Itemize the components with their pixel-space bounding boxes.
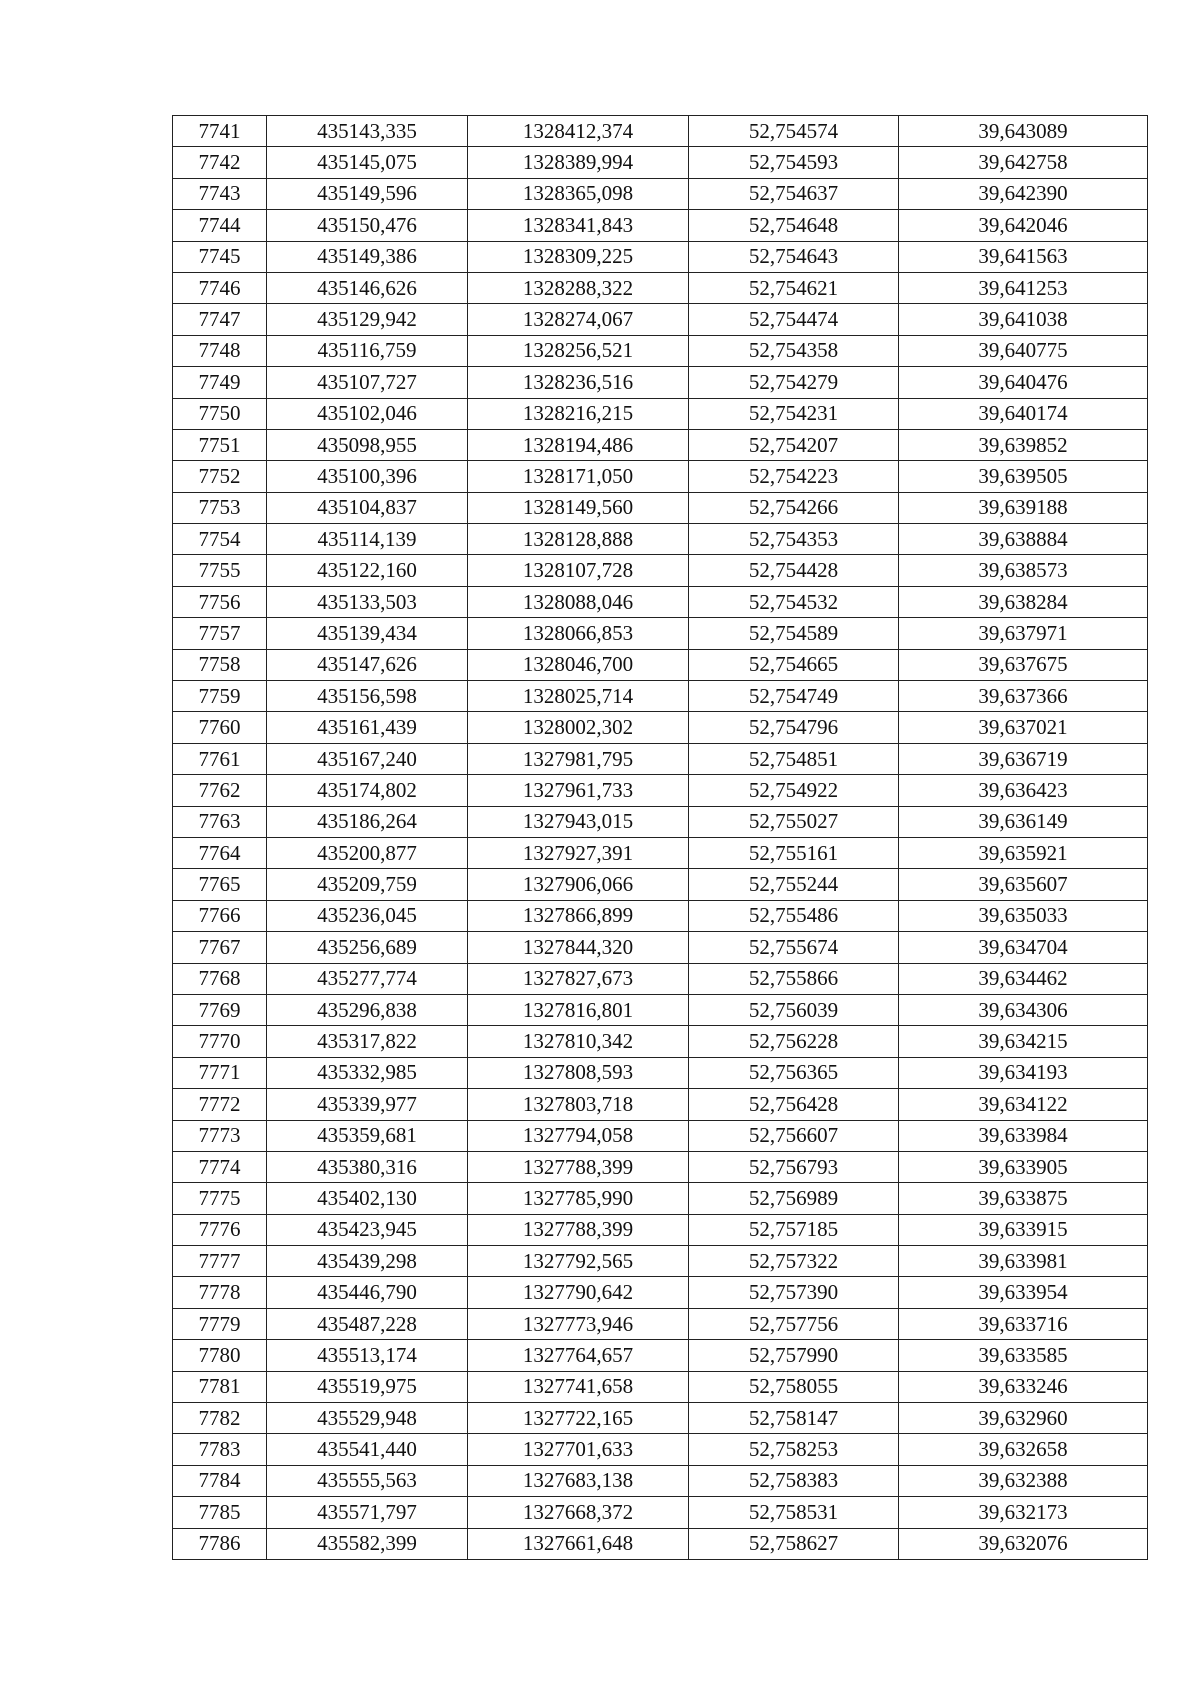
x-coordinate-cell: 435571,797 (267, 1497, 468, 1528)
table-row (173, 1026, 1148, 1057)
coordinates-table-body (173, 116, 1148, 1560)
longitude-cell: 39,643089 (899, 116, 1148, 147)
x-coordinate-cell: 435107,727 (267, 367, 468, 398)
table-row (173, 1465, 1148, 1496)
x-coordinate-cell: 435582,399 (267, 1528, 468, 1559)
y-coordinate-cell: 1328288,322 (468, 272, 689, 303)
x-coordinate-cell: 435339,977 (267, 1089, 468, 1120)
latitude-cell: 52,755866 (689, 963, 899, 994)
latitude-cell: 52,757322 (689, 1246, 899, 1277)
longitude-cell: 39,634306 (899, 994, 1148, 1025)
y-coordinate-cell: 1327785,990 (468, 1183, 689, 1214)
latitude-cell: 52,754643 (689, 241, 899, 272)
longitude-cell: 39,637366 (899, 681, 1148, 712)
table-row (173, 586, 1148, 617)
latitude-cell: 52,754266 (689, 492, 899, 523)
longitude-cell: 39,635921 (899, 837, 1148, 868)
latitude-cell: 52,757390 (689, 1277, 899, 1308)
longitude-cell: 39,632658 (899, 1434, 1148, 1465)
x-coordinate-cell: 435256,689 (267, 932, 468, 963)
x-coordinate-cell: 435146,626 (267, 272, 468, 303)
latitude-cell: 52,754207 (689, 429, 899, 460)
x-coordinate-cell: 435236,045 (267, 900, 468, 931)
point-number-cell: 7767 (173, 932, 267, 963)
y-coordinate-cell: 1327961,733 (468, 775, 689, 806)
y-coordinate-cell: 1327906,066 (468, 869, 689, 900)
table-row (173, 429, 1148, 460)
x-coordinate-cell: 435541,440 (267, 1434, 468, 1465)
latitude-cell: 52,756607 (689, 1120, 899, 1151)
y-coordinate-cell: 1327683,138 (468, 1465, 689, 1496)
y-coordinate-cell: 1327866,899 (468, 900, 689, 931)
point-number-cell: 7782 (173, 1403, 267, 1434)
table-row (173, 1340, 1148, 1371)
longitude-cell: 39,636719 (899, 743, 1148, 774)
latitude-cell: 52,758055 (689, 1371, 899, 1402)
table-row (173, 712, 1148, 743)
x-coordinate-cell: 435150,476 (267, 210, 468, 241)
x-coordinate-cell: 435139,434 (267, 618, 468, 649)
point-number-cell: 7760 (173, 712, 267, 743)
x-coordinate-cell: 435156,598 (267, 681, 468, 712)
y-coordinate-cell: 1327668,372 (468, 1497, 689, 1528)
table-row (173, 1371, 1148, 1402)
table-row (173, 147, 1148, 178)
y-coordinate-cell: 1327764,657 (468, 1340, 689, 1371)
latitude-cell: 52,754223 (689, 461, 899, 492)
latitude-cell: 52,756228 (689, 1026, 899, 1057)
y-coordinate-cell: 1328171,050 (468, 461, 689, 492)
x-coordinate-cell: 435114,139 (267, 524, 468, 555)
y-coordinate-cell: 1328088,046 (468, 586, 689, 617)
point-number-cell: 7749 (173, 367, 267, 398)
y-coordinate-cell: 1328256,521 (468, 335, 689, 366)
longitude-cell: 39,641253 (899, 272, 1148, 303)
x-coordinate-cell: 435209,759 (267, 869, 468, 900)
point-number-cell: 7750 (173, 398, 267, 429)
y-coordinate-cell: 1327788,399 (468, 1214, 689, 1245)
longitude-cell: 39,633981 (899, 1246, 1148, 1277)
longitude-cell: 39,637675 (899, 649, 1148, 680)
table-row (173, 618, 1148, 649)
x-coordinate-cell: 435200,877 (267, 837, 468, 868)
point-number-cell: 7786 (173, 1528, 267, 1559)
y-coordinate-cell: 1327790,642 (468, 1277, 689, 1308)
table-row (173, 1214, 1148, 1245)
x-coordinate-cell: 435380,316 (267, 1151, 468, 1182)
x-coordinate-cell: 435402,130 (267, 1183, 468, 1214)
table-row (173, 1497, 1148, 1528)
point-number-cell: 7756 (173, 586, 267, 617)
longitude-cell: 39,634462 (899, 963, 1148, 994)
x-coordinate-cell: 435133,503 (267, 586, 468, 617)
table-row (173, 398, 1148, 429)
x-coordinate-cell: 435129,942 (267, 304, 468, 335)
table-row (173, 1277, 1148, 1308)
latitude-cell: 52,758627 (689, 1528, 899, 1559)
x-coordinate-cell: 435296,838 (267, 994, 468, 1025)
y-coordinate-cell: 1327661,648 (468, 1528, 689, 1559)
table-row (173, 994, 1148, 1025)
point-number-cell: 7770 (173, 1026, 267, 1057)
x-coordinate-cell: 435143,335 (267, 116, 468, 147)
x-coordinate-cell: 435487,228 (267, 1308, 468, 1339)
y-coordinate-cell: 1328149,560 (468, 492, 689, 523)
latitude-cell: 52,754621 (689, 272, 899, 303)
longitude-cell: 39,633954 (899, 1277, 1148, 1308)
x-coordinate-cell: 435116,759 (267, 335, 468, 366)
latitude-cell: 52,754574 (689, 116, 899, 147)
x-coordinate-cell: 435332,985 (267, 1057, 468, 1088)
latitude-cell: 52,754665 (689, 649, 899, 680)
longitude-cell: 39,633905 (899, 1151, 1148, 1182)
longitude-cell: 39,640174 (899, 398, 1148, 429)
x-coordinate-cell: 435513,174 (267, 1340, 468, 1371)
longitude-cell: 39,633716 (899, 1308, 1148, 1339)
latitude-cell: 52,756365 (689, 1057, 899, 1088)
y-coordinate-cell: 1327943,015 (468, 806, 689, 837)
table-row (173, 461, 1148, 492)
point-number-cell: 7741 (173, 116, 267, 147)
latitude-cell: 52,757990 (689, 1340, 899, 1371)
longitude-cell: 39,633915 (899, 1214, 1148, 1245)
y-coordinate-cell: 1327741,658 (468, 1371, 689, 1402)
y-coordinate-cell: 1328216,215 (468, 398, 689, 429)
x-coordinate-cell: 435439,298 (267, 1246, 468, 1277)
y-coordinate-cell: 1327792,565 (468, 1246, 689, 1277)
point-number-cell: 7784 (173, 1465, 267, 1496)
point-number-cell: 7744 (173, 210, 267, 241)
y-coordinate-cell: 1327927,391 (468, 837, 689, 868)
y-coordinate-cell: 1327810,342 (468, 1026, 689, 1057)
y-coordinate-cell: 1327981,795 (468, 743, 689, 774)
point-number-cell: 7761 (173, 743, 267, 774)
y-coordinate-cell: 1328128,888 (468, 524, 689, 555)
y-coordinate-cell: 1328365,098 (468, 178, 689, 209)
point-number-cell: 7754 (173, 524, 267, 555)
point-number-cell: 7753 (173, 492, 267, 523)
longitude-cell: 39,638573 (899, 555, 1148, 586)
point-number-cell: 7758 (173, 649, 267, 680)
table-row (173, 335, 1148, 366)
latitude-cell: 52,754358 (689, 335, 899, 366)
point-number-cell: 7785 (173, 1497, 267, 1528)
longitude-cell: 39,633246 (899, 1371, 1148, 1402)
longitude-cell: 39,634704 (899, 932, 1148, 963)
y-coordinate-cell: 1328274,067 (468, 304, 689, 335)
point-number-cell: 7746 (173, 272, 267, 303)
point-number-cell: 7771 (173, 1057, 267, 1088)
point-number-cell: 7747 (173, 304, 267, 335)
longitude-cell: 39,633984 (899, 1120, 1148, 1151)
y-coordinate-cell: 1328194,486 (468, 429, 689, 460)
latitude-cell: 52,757756 (689, 1308, 899, 1339)
point-number-cell: 7759 (173, 681, 267, 712)
x-coordinate-cell: 435149,596 (267, 178, 468, 209)
table-row (173, 1528, 1148, 1559)
latitude-cell: 52,756039 (689, 994, 899, 1025)
longitude-cell: 39,641038 (899, 304, 1148, 335)
y-coordinate-cell: 1327827,673 (468, 963, 689, 994)
table-row (173, 932, 1148, 963)
y-coordinate-cell: 1327816,801 (468, 994, 689, 1025)
y-coordinate-cell: 1327701,633 (468, 1434, 689, 1465)
x-coordinate-cell: 435186,264 (267, 806, 468, 837)
table-row (173, 1089, 1148, 1120)
x-coordinate-cell: 435174,802 (267, 775, 468, 806)
point-number-cell: 7764 (173, 837, 267, 868)
x-coordinate-cell: 435145,075 (267, 147, 468, 178)
latitude-cell: 52,754851 (689, 743, 899, 774)
longitude-cell: 39,642758 (899, 147, 1148, 178)
longitude-cell: 39,637021 (899, 712, 1148, 743)
longitude-cell: 39,638284 (899, 586, 1148, 617)
longitude-cell: 39,640775 (899, 335, 1148, 366)
latitude-cell: 52,754474 (689, 304, 899, 335)
latitude-cell: 52,754532 (689, 586, 899, 617)
table-row (173, 304, 1148, 335)
table-row (173, 555, 1148, 586)
x-coordinate-cell: 435098,955 (267, 429, 468, 460)
x-coordinate-cell: 435147,626 (267, 649, 468, 680)
longitude-cell: 39,636423 (899, 775, 1148, 806)
latitude-cell: 52,755486 (689, 900, 899, 931)
longitude-cell: 39,639505 (899, 461, 1148, 492)
table-row (173, 806, 1148, 837)
x-coordinate-cell: 435102,046 (267, 398, 468, 429)
table-row (173, 1246, 1148, 1277)
point-number-cell: 7779 (173, 1308, 267, 1339)
table-row (173, 681, 1148, 712)
table-row (173, 241, 1148, 272)
y-coordinate-cell: 1328066,853 (468, 618, 689, 649)
x-coordinate-cell: 435100,396 (267, 461, 468, 492)
point-number-cell: 7757 (173, 618, 267, 649)
point-number-cell: 7773 (173, 1120, 267, 1151)
table-row (173, 743, 1148, 774)
table-row (173, 837, 1148, 868)
longitude-cell: 39,637971 (899, 618, 1148, 649)
table-row (173, 492, 1148, 523)
longitude-cell: 39,640476 (899, 367, 1148, 398)
latitude-cell: 52,754353 (689, 524, 899, 555)
y-coordinate-cell: 1328046,700 (468, 649, 689, 680)
longitude-cell: 39,639188 (899, 492, 1148, 523)
latitude-cell: 52,757185 (689, 1214, 899, 1245)
table-row (173, 1183, 1148, 1214)
table-row (173, 963, 1148, 994)
latitude-cell: 52,755161 (689, 837, 899, 868)
point-number-cell: 7766 (173, 900, 267, 931)
point-number-cell: 7781 (173, 1371, 267, 1402)
latitude-cell: 52,754796 (689, 712, 899, 743)
y-coordinate-cell: 1327794,058 (468, 1120, 689, 1151)
longitude-cell: 39,639852 (899, 429, 1148, 460)
y-coordinate-cell: 1327773,946 (468, 1308, 689, 1339)
point-number-cell: 7765 (173, 869, 267, 900)
latitude-cell: 52,756793 (689, 1151, 899, 1182)
table-row (173, 1151, 1148, 1182)
point-number-cell: 7777 (173, 1246, 267, 1277)
table-row (173, 178, 1148, 209)
latitude-cell: 52,758253 (689, 1434, 899, 1465)
x-coordinate-cell: 435317,822 (267, 1026, 468, 1057)
latitude-cell: 52,754589 (689, 618, 899, 649)
table-row (173, 272, 1148, 303)
table-row (173, 1403, 1148, 1434)
y-coordinate-cell: 1328025,714 (468, 681, 689, 712)
longitude-cell: 39,636149 (899, 806, 1148, 837)
latitude-cell: 52,758383 (689, 1465, 899, 1496)
point-number-cell: 7762 (173, 775, 267, 806)
latitude-cell: 52,758531 (689, 1497, 899, 1528)
table-row (173, 869, 1148, 900)
table-row (173, 210, 1148, 241)
table-row (173, 1434, 1148, 1465)
point-number-cell: 7743 (173, 178, 267, 209)
y-coordinate-cell: 1328341,843 (468, 210, 689, 241)
point-number-cell: 7776 (173, 1214, 267, 1245)
longitude-cell: 39,638884 (899, 524, 1148, 555)
latitude-cell: 52,758147 (689, 1403, 899, 1434)
point-number-cell: 7742 (173, 147, 267, 178)
longitude-cell: 39,632173 (899, 1497, 1148, 1528)
y-coordinate-cell: 1327844,320 (468, 932, 689, 963)
latitude-cell: 52,754231 (689, 398, 899, 429)
point-number-cell: 7775 (173, 1183, 267, 1214)
point-number-cell: 7751 (173, 429, 267, 460)
x-coordinate-cell: 435149,386 (267, 241, 468, 272)
latitude-cell: 52,755027 (689, 806, 899, 837)
point-number-cell: 7769 (173, 994, 267, 1025)
table-row (173, 367, 1148, 398)
y-coordinate-cell: 1328107,728 (468, 555, 689, 586)
latitude-cell: 52,754593 (689, 147, 899, 178)
latitude-cell: 52,754637 (689, 178, 899, 209)
latitude-cell: 52,754749 (689, 681, 899, 712)
latitude-cell: 52,756428 (689, 1089, 899, 1120)
x-coordinate-cell: 435104,837 (267, 492, 468, 523)
x-coordinate-cell: 435446,790 (267, 1277, 468, 1308)
y-coordinate-cell: 1327803,718 (468, 1089, 689, 1120)
longitude-cell: 39,633585 (899, 1340, 1148, 1371)
table-row (173, 524, 1148, 555)
point-number-cell: 7745 (173, 241, 267, 272)
latitude-cell: 52,755244 (689, 869, 899, 900)
longitude-cell: 39,632076 (899, 1528, 1148, 1559)
point-number-cell: 7752 (173, 461, 267, 492)
x-coordinate-cell: 435122,160 (267, 555, 468, 586)
table-row (173, 900, 1148, 931)
x-coordinate-cell: 435529,948 (267, 1403, 468, 1434)
latitude-cell: 52,754648 (689, 210, 899, 241)
table-row (173, 649, 1148, 680)
point-number-cell: 7778 (173, 1277, 267, 1308)
point-number-cell: 7755 (173, 555, 267, 586)
y-coordinate-cell: 1327808,593 (468, 1057, 689, 1088)
longitude-cell: 39,635607 (899, 869, 1148, 900)
latitude-cell: 52,756989 (689, 1183, 899, 1214)
x-coordinate-cell: 435167,240 (267, 743, 468, 774)
point-number-cell: 7780 (173, 1340, 267, 1371)
y-coordinate-cell: 1328389,994 (468, 147, 689, 178)
longitude-cell: 39,634122 (899, 1089, 1148, 1120)
longitude-cell: 39,635033 (899, 900, 1148, 931)
longitude-cell: 39,632388 (899, 1465, 1148, 1496)
point-number-cell: 7768 (173, 963, 267, 994)
latitude-cell: 52,754279 (689, 367, 899, 398)
y-coordinate-cell: 1328002,302 (468, 712, 689, 743)
y-coordinate-cell: 1327788,399 (468, 1151, 689, 1182)
latitude-cell: 52,754428 (689, 555, 899, 586)
table-row (173, 116, 1148, 147)
point-number-cell: 7748 (173, 335, 267, 366)
table-row (173, 775, 1148, 806)
y-coordinate-cell: 1328309,225 (468, 241, 689, 272)
y-coordinate-cell: 1328412,374 (468, 116, 689, 147)
longitude-cell: 39,642390 (899, 178, 1148, 209)
point-number-cell: 7763 (173, 806, 267, 837)
table-row (173, 1120, 1148, 1151)
table-row (173, 1057, 1148, 1088)
longitude-cell: 39,634193 (899, 1057, 1148, 1088)
longitude-cell: 39,641563 (899, 241, 1148, 272)
longitude-cell: 39,642046 (899, 210, 1148, 241)
longitude-cell: 39,632960 (899, 1403, 1148, 1434)
x-coordinate-cell: 435277,774 (267, 963, 468, 994)
table-row (173, 1308, 1148, 1339)
latitude-cell: 52,755674 (689, 932, 899, 963)
longitude-cell: 39,633875 (899, 1183, 1148, 1214)
longitude-cell: 39,634215 (899, 1026, 1148, 1057)
x-coordinate-cell: 435423,945 (267, 1214, 468, 1245)
y-coordinate-cell: 1327722,165 (468, 1403, 689, 1434)
point-number-cell: 7783 (173, 1434, 267, 1465)
x-coordinate-cell: 435555,563 (267, 1465, 468, 1496)
point-number-cell: 7774 (173, 1151, 267, 1182)
y-coordinate-cell: 1328236,516 (468, 367, 689, 398)
point-number-cell: 7772 (173, 1089, 267, 1120)
latitude-cell: 52,754922 (689, 775, 899, 806)
x-coordinate-cell: 435359,681 (267, 1120, 468, 1151)
x-coordinate-cell: 435161,439 (267, 712, 468, 743)
coordinates-table (172, 115, 1148, 1560)
x-coordinate-cell: 435519,975 (267, 1371, 468, 1402)
